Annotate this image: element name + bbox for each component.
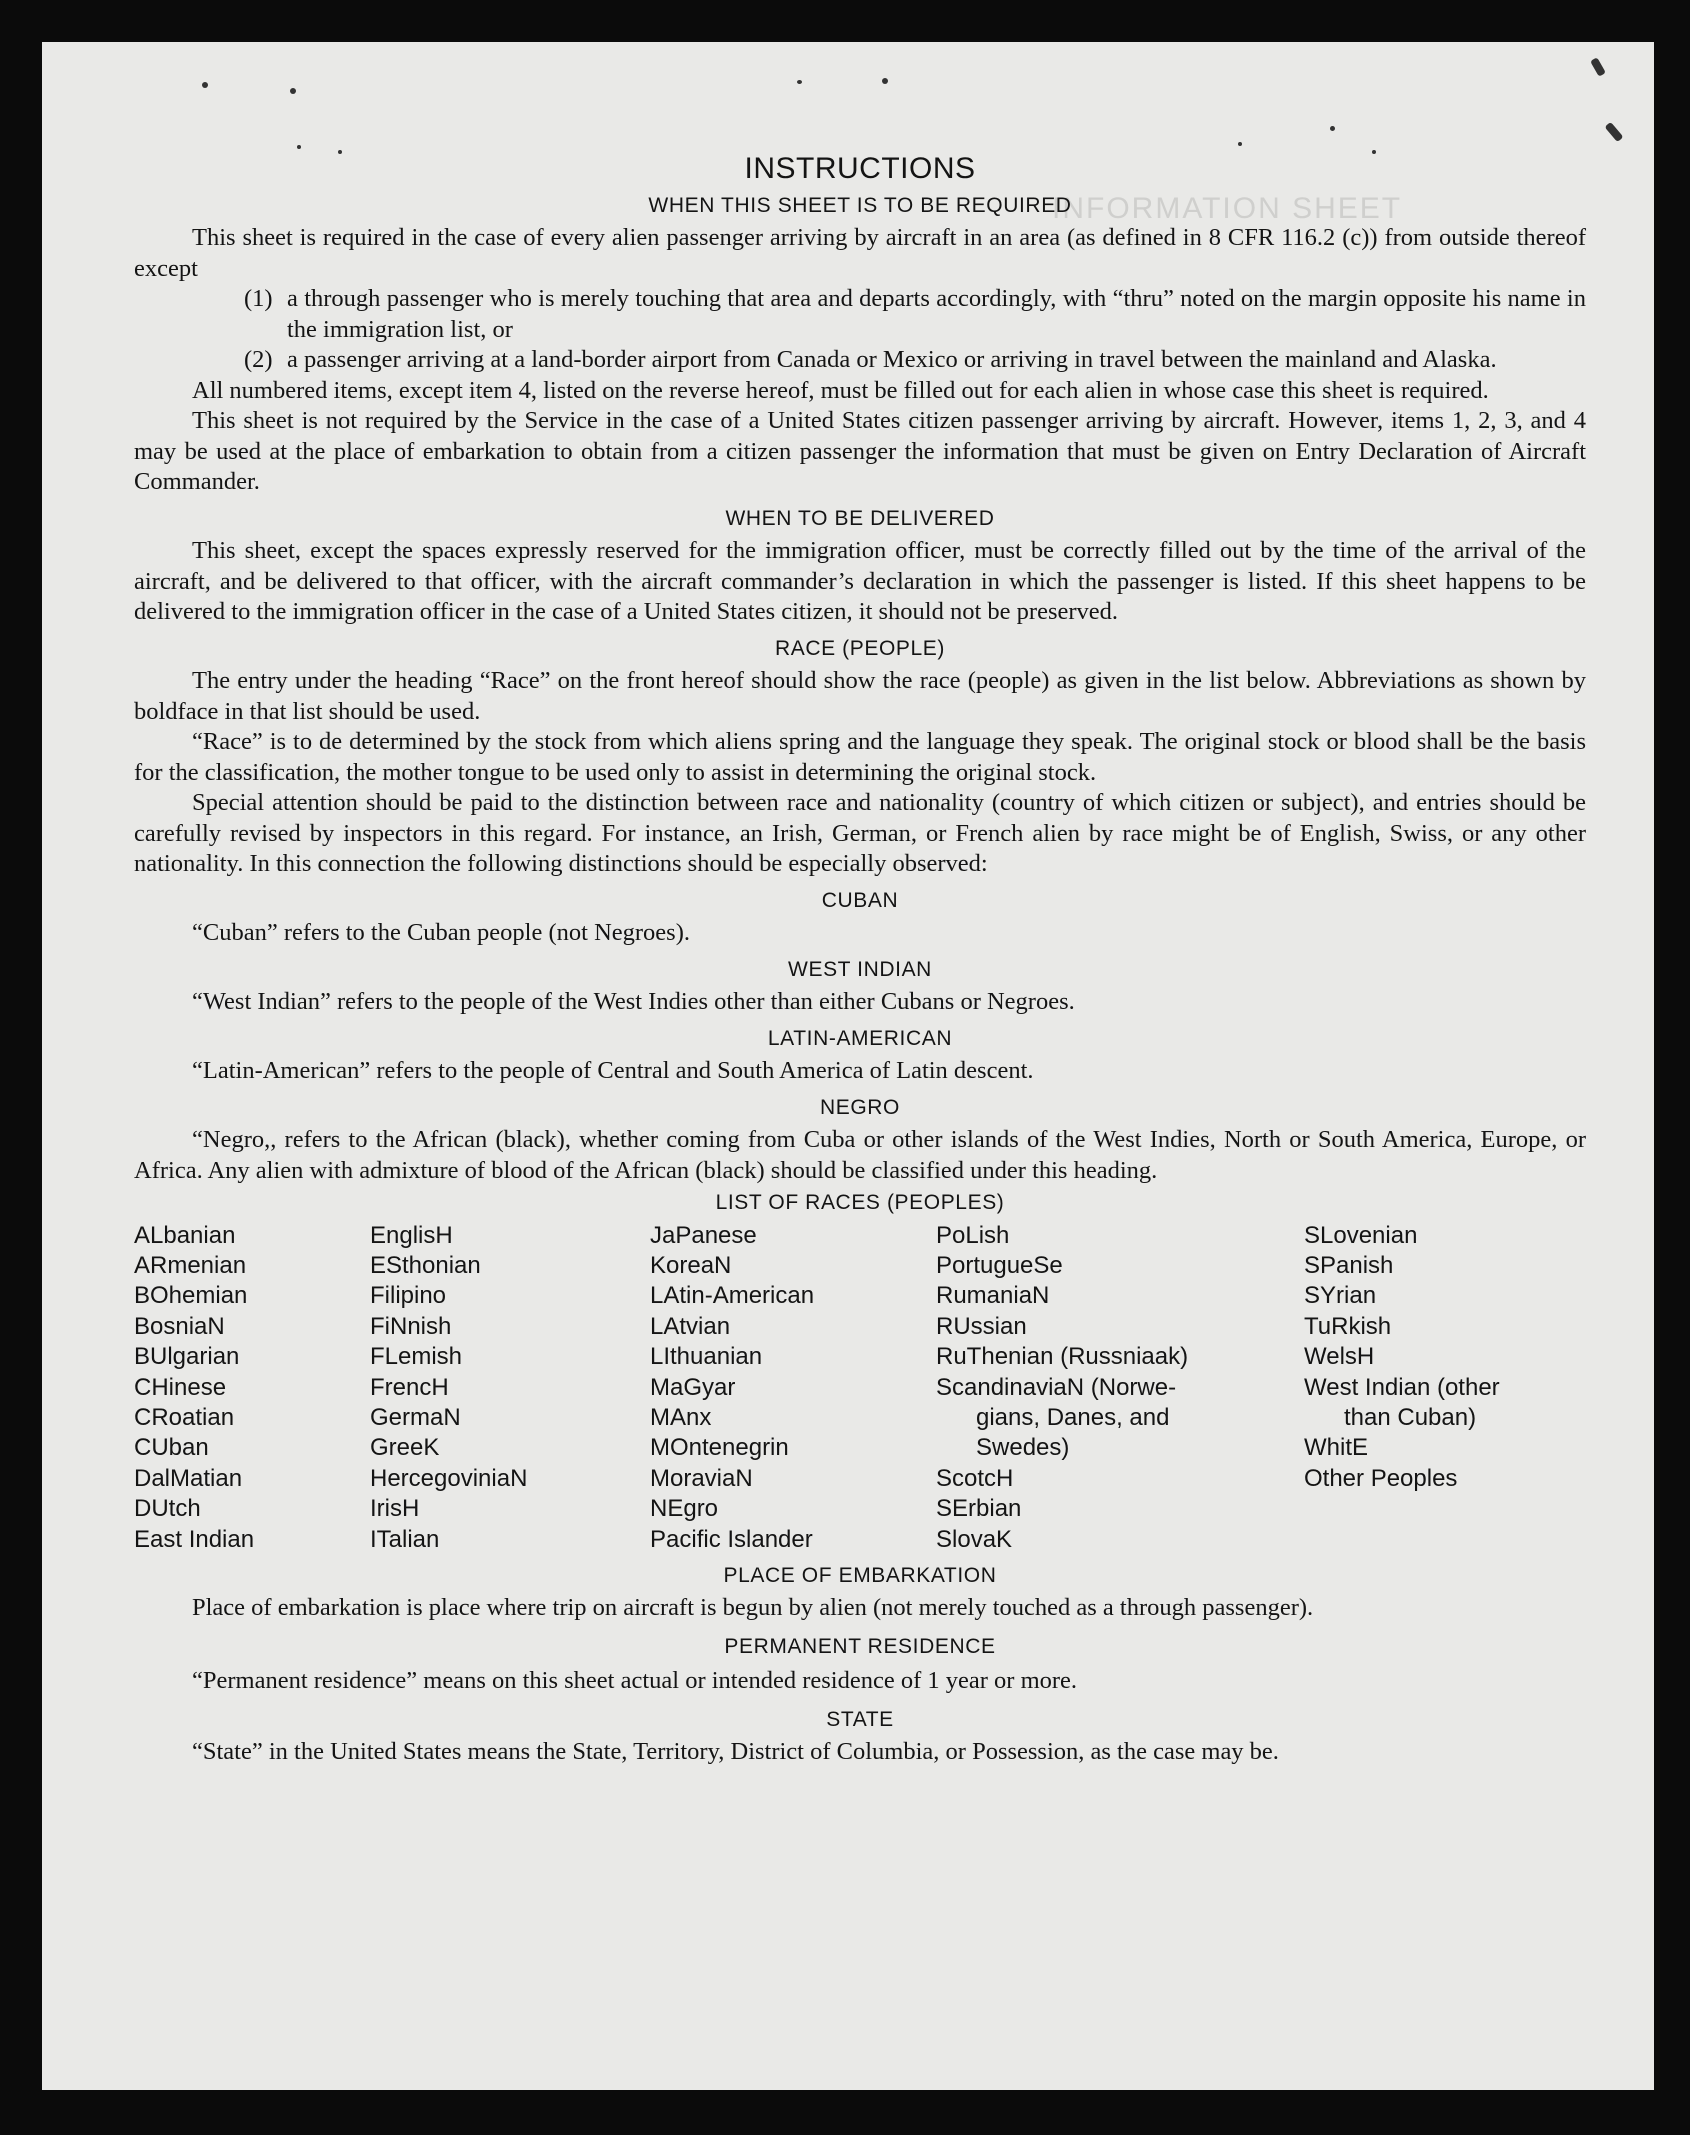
race-entry-continued: than Cuban) (1344, 1403, 1477, 1431)
race-entry: WelsH (1304, 1343, 1375, 1371)
paragraph: Special attention should be paid to the distinction between race and nationality (country of which citizen or subject), and entries should be carefully revised by inspectors in this regard. For instance, an Irish, German, or French alien by race might be of English, Swiss, or any other nationality. In this connection the following distinctions should be especially observed: (134, 789, 1586, 877)
race-entry: FLemish (370, 1343, 463, 1371)
paragraph: “Negro,, refers to the African (black), whether coming from Cuba or other islands of the West Indies, North or South America, Europe, or Africa. Any alien with admixture of blood of the African (black) should be classified under this heading. (134, 1126, 1586, 1184)
race-entry: SPanish (1304, 1251, 1394, 1279)
race-entry: MOntenegrin (650, 1434, 789, 1462)
race-entry: LIthuanian (650, 1343, 763, 1371)
paragraph: “Permanent residence” means on this sheet actual or intended residence of 1 year or more. (192, 1667, 1078, 1695)
race-entry: LAtvian (650, 1312, 731, 1340)
race-entry: KoreaN (650, 1251, 732, 1279)
paragraph: “Race” is to de determined by the stock from which aliens spring and the language they speak. The original stock or blood shall be the basis for the classification, the mother tongue to be used only to assist in determining the original stock. (134, 728, 1586, 786)
paragraph: “State” in the United States means the State, Territory, District of Columbia, or Possession, as the case may be. (192, 1738, 1279, 1766)
race-entry-continued: Swedes) (976, 1434, 1070, 1462)
race-entry: NEgro (650, 1495, 719, 1523)
document-page (42, 42, 1654, 2090)
section-heading-negro: NEGRO (819, 1095, 900, 1119)
race-entry: Other Peoples (1304, 1464, 1458, 1492)
race-entry: GreeK (370, 1434, 440, 1462)
race-entry: ITalian (370, 1525, 440, 1553)
race-entry: JaPanese (650, 1221, 757, 1249)
race-entry: RuThenian (Russniaak) (936, 1343, 1189, 1371)
race-entry: SlovaK (936, 1525, 1013, 1553)
section-heading-west-indian: WEST INDIAN (788, 957, 932, 981)
instructions-body (134, 154, 1586, 1768)
paragraph: This sheet, except the spaces expressly reserved for the immigration officer, must be correctly filled out by the time of the arrival of the aircraft, and be delivered to that officer, with the aircraft commander’s declaration in which the passenger is listed. If this sheet happens to be delivered to the immigration officer in the case of a United States citizen, it should not be preserved. (134, 537, 1586, 625)
race-entry: TuRkish (1304, 1312, 1392, 1340)
race-entry: SYrian (1304, 1282, 1377, 1310)
section-heading-cuban: CUBAN (821, 888, 899, 912)
section-heading-required: WHEN THIS SHEET IS TO BE REQUIRED (648, 193, 1072, 217)
race-entry: FrencH (370, 1373, 449, 1401)
race-entry: PortugueSe (936, 1251, 1063, 1279)
bleed-through-text: INFORMATION SHEET (1052, 192, 1403, 225)
race-column (134, 1221, 370, 1555)
race-entry: BUlgarian (134, 1343, 240, 1371)
race-entry: CUban (134, 1434, 209, 1462)
item-number: (2) (244, 346, 273, 373)
race-entry: ARmenian (134, 1251, 247, 1279)
race-entry: DalMatian (134, 1464, 243, 1492)
race-entry: ScandinaviaN (Norwe- (936, 1373, 1177, 1401)
paragraph: “Cuban” refers to the Cuban people (not Negroes). (192, 919, 690, 946)
race-entry: CHinese (134, 1373, 227, 1401)
item-text: a through passenger who is merely touching that area and departs accordingly, with “thru” noted on the margin opposite his name in the immigration list, or (287, 285, 1586, 343)
race-column (370, 1221, 650, 1555)
race-entry: FiNnish (370, 1312, 452, 1340)
race-entry: MoraviaN (650, 1464, 753, 1492)
section-heading-place-of-embarkation: PLACE OF EMBARKATION (723, 1563, 997, 1587)
paragraph: Place of embarkation is place where trip on aircraft is begun by alien (not merely touched as a through passenger). (192, 1594, 1314, 1622)
race-entry: MAnx (650, 1403, 712, 1431)
race-column (650, 1221, 936, 1555)
race-entry: SErbian (936, 1495, 1022, 1523)
paragraph: This sheet is not required by the Service in the case of a United States citizen passenger arriving by aircraft. However, items 1, 2, 3, and 4 may be used at the place of embarkation to obtain from a citizen passenger the information that must be given on Entry Declaration of Aircraft Commander. (134, 407, 1586, 495)
race-entry: CRoatian (134, 1403, 235, 1431)
race-entry: SLovenian (1304, 1221, 1418, 1249)
section-heading-list-of-races: LIST OF RACES (PEOPLES) (715, 1191, 1005, 1214)
race-entry: RumaniaN (936, 1282, 1050, 1310)
race-entry: BOhemian (134, 1282, 248, 1310)
race-entry: PoLish (936, 1221, 1010, 1249)
paragraph: “West Indian” refers to the people of the West Indies other than either Cubans or Negroes. (192, 988, 1075, 1015)
race-column (936, 1221, 1304, 1555)
paragraph: The entry under the heading “Race” on the front hereof should show the race (people) as given in the list below. Abbreviations as shown by boldface in that list should be used. (134, 667, 1586, 725)
section-heading-race: RACE (PEOPLE) (774, 636, 945, 660)
item-text: a passenger arriving at a land-border airport from Canada or Mexico or arriving in travel between the mainland and Alaska. (287, 346, 1497, 373)
paragraph: “Latin-American” refers to the people of Central and South America of Latin descent. (192, 1057, 1034, 1084)
race-entry: MaGyar (650, 1373, 736, 1401)
section-heading-permanent-residence: PERMANENT RESIDENCE (724, 1634, 996, 1658)
race-entry: ALbanian (134, 1221, 236, 1249)
race-entry: WhitE (1304, 1434, 1369, 1462)
race-entry: East Indian (134, 1525, 255, 1553)
race-entry: Filipino (370, 1282, 447, 1310)
race-entry: IrisH (370, 1495, 420, 1523)
race-entry: ScotcH (936, 1464, 1014, 1492)
section-heading-delivered: WHEN TO BE DELIVERED (725, 506, 995, 530)
race-entry: ESthonian (370, 1251, 481, 1279)
race-entry: LAtin-American (650, 1282, 815, 1310)
list-item (244, 345, 1586, 376)
race-list (134, 1221, 1586, 1555)
section-heading-latin-american: LATIN-AMERICAN (767, 1026, 953, 1050)
section-heading-state: STATE (826, 1707, 894, 1731)
race-entry: EnglisH (370, 1221, 453, 1249)
paragraph: All numbered items, except item 4, listed on the reverse hereof, must be filled out for each alien in whose case this sheet is required. (192, 376, 1489, 404)
race-entry: West Indian (other (1304, 1373, 1500, 1401)
race-entry-continued: gians, Danes, and (976, 1403, 1170, 1431)
page-title: INSTRUCTIONS (744, 152, 976, 185)
list-item (244, 284, 1586, 345)
race-entry: BosniaN (134, 1312, 225, 1340)
item-number: (1) (244, 285, 273, 312)
race-entry: RUssian (936, 1312, 1027, 1340)
race-column (1304, 1221, 1586, 1555)
race-entry: GermaN (370, 1403, 461, 1431)
race-entry: DUtch (134, 1495, 201, 1523)
race-entry: HercegoviniaN (370, 1464, 528, 1492)
race-entry: Pacific Islander (650, 1525, 813, 1553)
paragraph: This sheet is required in the case of every alien passenger arriving by aircraft in an area (as defined in 8 CFR 116.2 (c)) from outside thereof except (134, 224, 1586, 282)
